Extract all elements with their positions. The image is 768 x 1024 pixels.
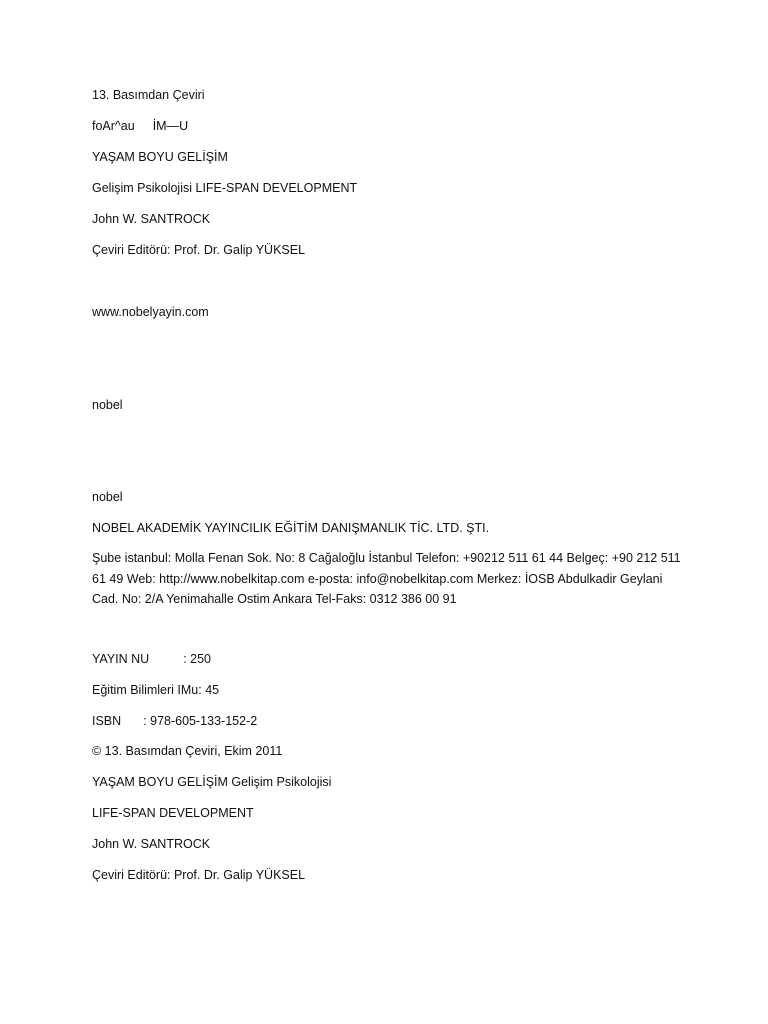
yayin-value: : 250 [183, 652, 211, 666]
isbn-line [92, 713, 257, 729]
website-line: www.nobelyayin.com [92, 305, 209, 319]
colophon-subtitle: LIFE-SPAN DEVELOPMENT [92, 806, 254, 820]
garbled-prefix: foAr^au [92, 119, 135, 133]
garbled-line [92, 118, 188, 134]
yayin-label: YAYIN NU [92, 652, 150, 666]
editor-line: Çeviri Editörü: Prof. Dr. Galip YÜKSEL [92, 243, 306, 257]
book-title: YAŞAM BOYU GELİŞİM [92, 150, 228, 164]
logo-text-2: nobel [92, 490, 123, 504]
colophon-title: YAŞAM BOYU GELİŞİM Gelişim Psikolojisi [92, 775, 332, 789]
author-line: John W. SANTROCK [92, 212, 211, 226]
yayin-line [92, 651, 211, 667]
colophon-editor: Çeviri Editörü: Prof. Dr. Galip YÜKSEL [92, 868, 306, 882]
egitim-line: Eğitim Bilimleri IMu: 45 [92, 683, 220, 697]
book-subtitle: Gelişim Psikolojisi LIFE-SPAN DEVELOPMENT [92, 181, 358, 195]
isbn-value: : 978-605-133-152-2 [143, 714, 258, 728]
logo-text-1: nobel [92, 398, 123, 412]
garbled-suffix: İM—U [152, 119, 189, 133]
colophon-author: John W. SANTROCK [92, 837, 211, 851]
publisher-name: NOBEL AKADEMİK YAYINCILIK EĞİTİM DANIŞMANLIK TİC. LTD. ŞTI. [92, 521, 490, 535]
isbn-label: ISBN [92, 714, 122, 728]
publisher-address: Şube istanbul: Molla Fenan Sok. No: 8 Cağaloğlu İstanbul Telefon: +90212 511 61 44 Belgeç: +90 212 511 61 49 Web: http://www.nobelkitap.com e-posta: info@nobelkitap.com Merkez: İOSB Abdulkadir Geylani Cad. No: 2/A Yenimahalle Ostim Ankara Tel-Faks: 0312 386 00 91 [92, 551, 681, 606]
edition-line: 13. Basımdan Çeviri [92, 88, 205, 102]
copyright-line: © 13. Basımdan Çeviri, Ekim 2011 [92, 744, 283, 758]
